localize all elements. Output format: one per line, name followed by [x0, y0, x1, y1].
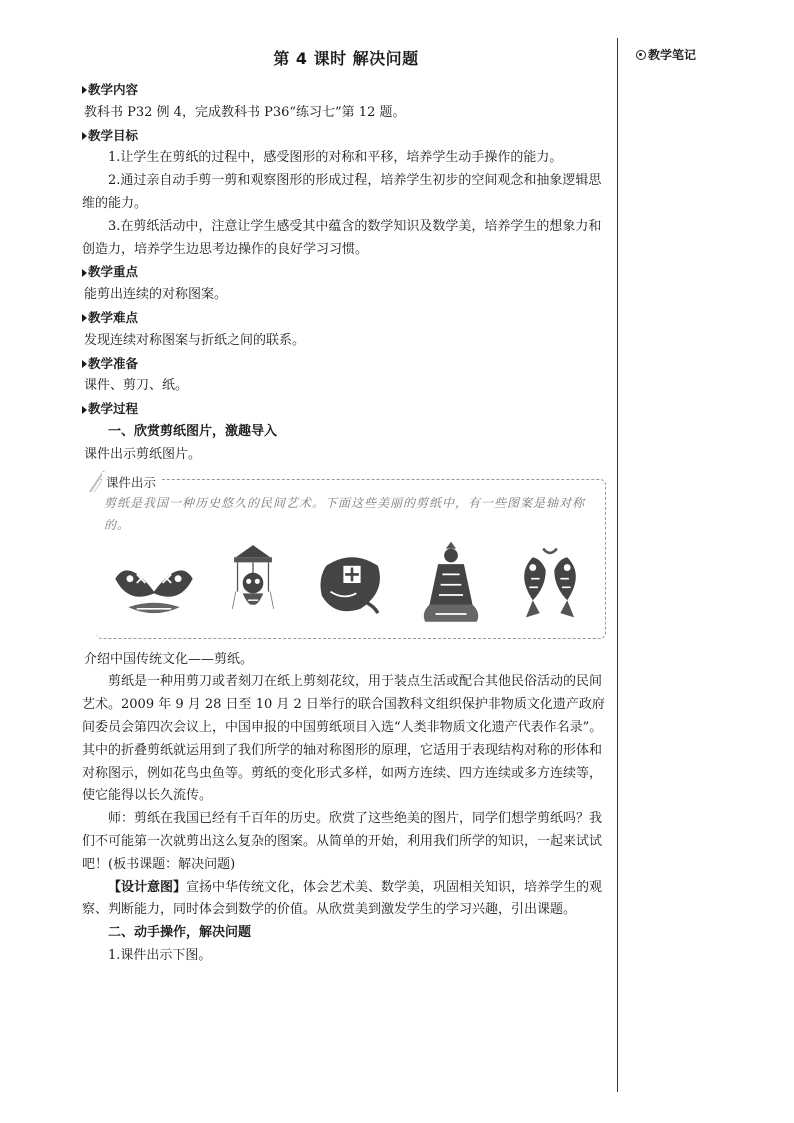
- papercut-figure-image: [408, 539, 494, 627]
- papercut-gallery: [104, 538, 599, 628]
- goal-2: 2.通过亲自动手剪一剪和观察图形的形成过程，培养学生初步的空间观念和抽象逻辑思维的能力。: [82, 173, 602, 211]
- triangle-bullet-icon: [82, 269, 87, 277]
- teacher-paragraph: 师：剪纸在我国已经有千百年的历史。欣赏了这些绝美的图片，同学们想学剪纸吗？我们不可能第一次就剪出这么复杂的图案。从简单的开始，利用我们所学的知识，一起来试试吧！(板书课题：解决问题): [82, 811, 603, 872]
- section-heading-difficulty: 教学难点: [82, 307, 610, 330]
- section-heading-preparation: 教学准备: [82, 353, 610, 376]
- papercut-lantern-image: [210, 539, 296, 627]
- part-2-text: 1.课件出示下图。: [108, 947, 212, 963]
- part-1-text: 课件出示剪纸图片。: [84, 446, 202, 462]
- triangle-bullet-icon: [82, 360, 87, 368]
- intro-text: 介绍中国传统文化——剪纸。: [84, 651, 254, 667]
- section-heading-process: 教学过程: [82, 398, 610, 421]
- content-text: 教科书 P32 例 4，完成教科书 P36“练习七”第 12 题。: [84, 104, 406, 120]
- lesson-plan-main: [82, 46, 610, 968]
- goal-1: 1.让学生在剪纸的过程中，感受图形的对称和平移，培养学生动手操作的能力。: [108, 150, 563, 166]
- page-title: 第 4 课时 解决问题: [273, 49, 419, 68]
- part-2-heading: 二、动手操作，解决问题: [108, 925, 252, 941]
- triangle-bullet-icon: [82, 406, 87, 414]
- courseware-text: 剪纸是我国一种历史悠久的民间艺术。下面这些美丽的剪纸中，有一些图案是轴对称的。: [104, 495, 586, 532]
- section-heading-key-point: 教学重点: [82, 261, 610, 284]
- triangle-bullet-icon: [82, 314, 87, 322]
- paper-cutting-paragraph: 剪纸是一种用剪刀或者刻刀在纸上剪刻花纹，用于装点生活或配合其他民俗活动的民间艺术。2009 年 9 月 28 日至 10 月 2 日举行的联合国教科文组织保护非物质文化遗产政府间委员会第四次会议上，中国申报的中国剪纸项目入选“人类非物质文化遗产代表作名录”。其中的折叠剪纸就运用到了我们所学的轴对称图形的原理，它适用于表现结构对称的形体和对称图示，例如花鸟虫鱼等。剪纸的变化形式多样，如两方连续、四方连续或多方连续等，使它能得以长久流传。: [82, 674, 605, 804]
- section-heading-goals: 教学目标: [82, 125, 610, 148]
- key-point-text: 能剪出连续的对称图案。: [84, 287, 228, 303]
- courseware-tab: 课件出示: [102, 472, 160, 495]
- section-heading-content: 教学内容: [82, 79, 610, 102]
- design-intent-text: 宣扬中华传统文化，体会艺术美、数学美，巩固相关知识，培养学生的观察、判断能力，同时体会到数学的价值。从欣赏美到激发学生的学习兴趣，引出课题。: [82, 879, 603, 918]
- preparation-text: 课件、剪刀、纸。: [84, 378, 189, 394]
- target-circle-icon: [636, 50, 646, 60]
- goal-3: 3.在剪纸活动中，注意让学生感受其中蕴含的数学知识及数学美，培养学生的想象力和创造力，培养学生边思考边操作的良好学习习惯。: [82, 218, 602, 257]
- papercut-double-fish-image: [507, 539, 593, 627]
- papercut-fu-fish-image: [309, 539, 395, 627]
- triangle-bullet-icon: [82, 86, 87, 94]
- triangle-bullet-icon: [82, 132, 87, 140]
- design-intent-paragraph: [82, 877, 610, 923]
- teaching-notes-header: [636, 46, 696, 63]
- part-1-heading: 一、欣赏剪纸图片，激趣导入: [108, 423, 278, 439]
- teaching-notes-label: 教学笔记: [648, 48, 697, 62]
- design-intent-label: 【设计意图】: [108, 879, 187, 895]
- papercut-twin-fish-image: [111, 539, 197, 627]
- difficulty-text: 发现连续对称图案与折纸之间的联系。: [84, 332, 306, 348]
- column-divider: [617, 38, 618, 1092]
- courseware-box: [96, 474, 606, 639]
